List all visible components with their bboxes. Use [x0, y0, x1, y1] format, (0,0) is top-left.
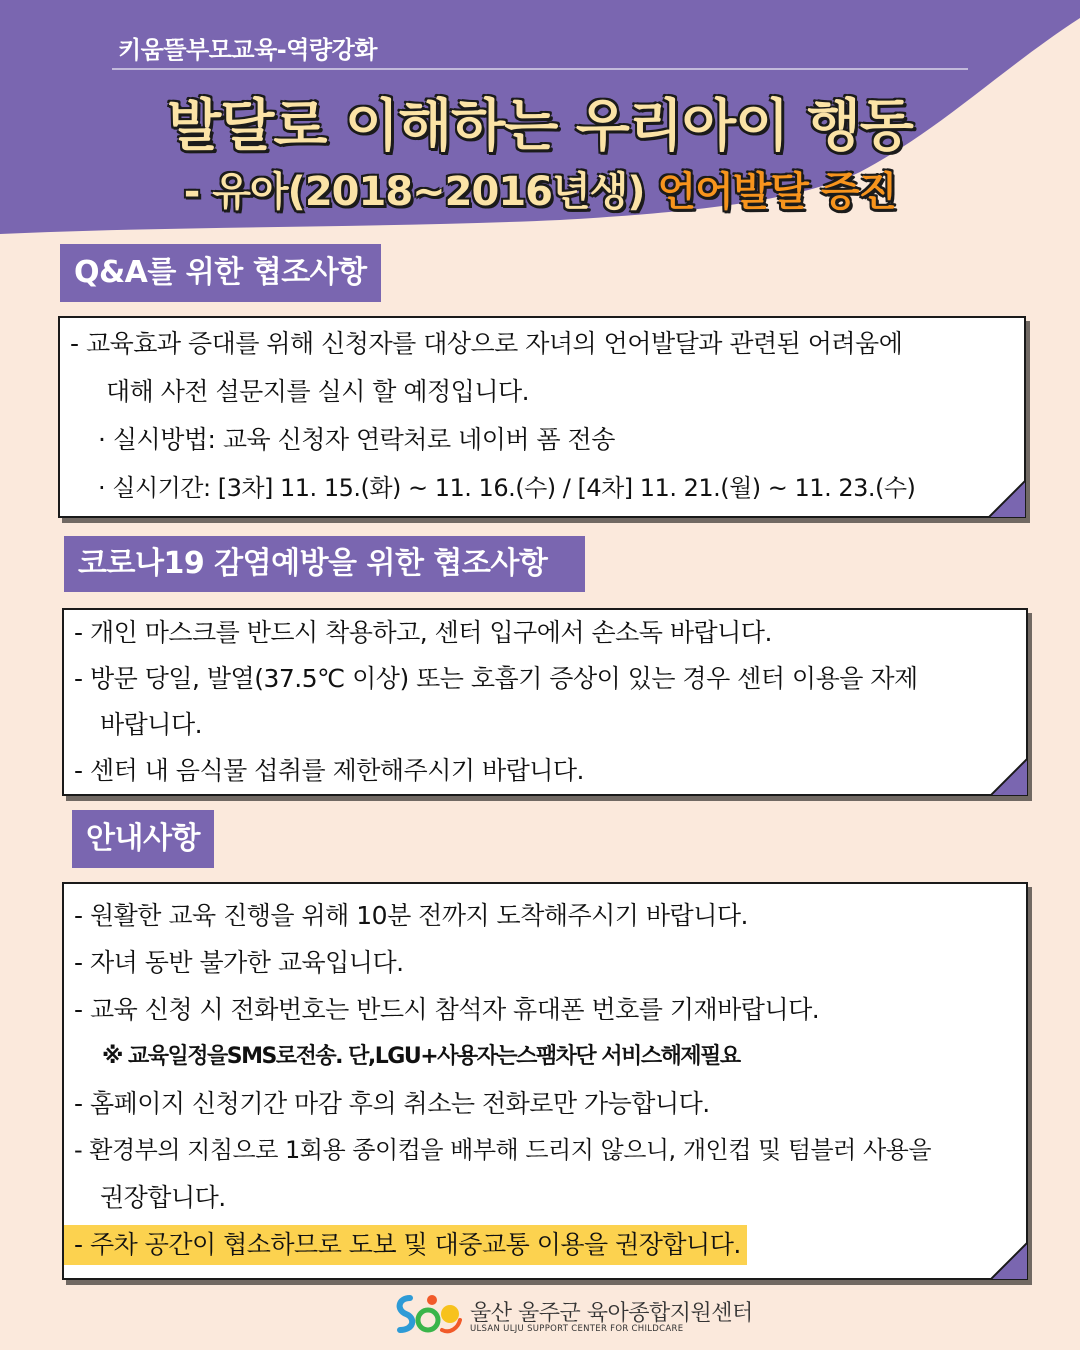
section-box-qa: [58, 316, 1026, 518]
notice-sms-note: ※ 교육일정을SMS로전송. 단,LGU+사용자는스팸차단 서비스해제필요: [102, 1044, 740, 1069]
highlighted-notice: - 주차 공간이 협소하므로 도보 및 대중교통 이용을 권장합니다.: [64, 1225, 747, 1265]
sub-title-target: - 유아(2018~2016년생): [183, 169, 645, 215]
notice-line: - 홈페이지 신청기간 마감 후의 취소는 전화로만 가능합니다.: [74, 1089, 710, 1118]
notice-line: - 교육 신청 시 전화번호는 반드시 참석자 휴대폰 번호를 기재바랍니다.: [74, 995, 820, 1024]
covid-line: - 방문 당일, 발열(37.5℃ 이상) 또는 호흡기 증상이 있는 경우 센터 이용을 자제: [74, 664, 918, 693]
sub-title-topic: 언어발달 증진: [657, 169, 897, 215]
qa-line: 대해 사전 설문지를 실시 할 예정입니다.: [106, 377, 530, 406]
covid-line: 바랍니다.: [100, 710, 203, 739]
qa-bullet-period: · 실시기간: [3차] 11. 15.(화) ~ 11. 16.(수) / [4차] 11. 21.(월) ~ 11. 23.(수): [98, 474, 916, 502]
main-title: 발달로 이해하는 우리아이 행동: [167, 94, 913, 159]
center-name-english: ULSAN ULJU SUPPORT CENTER FOR CHILDCARE: [470, 1324, 684, 1334]
center-logo-icon: [392, 1292, 464, 1338]
program-subtitle: 키움뜰부모교육-역량강화: [118, 36, 377, 64]
notice-line: 권장합니다.: [100, 1183, 226, 1212]
section-title-notice: 안내사항: [72, 810, 214, 868]
center-name: 울산 울주군 육아종합지원센터: [470, 1301, 753, 1326]
section-box-covid: [62, 608, 1028, 796]
section-box-notice: [62, 882, 1028, 1280]
section-title-qa: Q&A를 위한 협조사항: [60, 244, 381, 302]
page-curl-icon: [990, 758, 1028, 796]
qa-bullet-method: · 실시방법: 교육 신청자 연락처로 네이버 폼 전송: [98, 425, 615, 454]
covid-line: - 센터 내 음식물 섭취를 제한해주시기 바랍니다.: [74, 756, 585, 785]
notice-line: - 자녀 동반 불가한 교육입니다.: [74, 948, 404, 977]
page-curl-icon: [988, 480, 1026, 518]
subtitle-divider: [112, 68, 968, 70]
notice-line: - 환경부의 지침으로 1회용 종이컵을 배부해 드리지 않으니, 개인컵 및 텀블러 사용을: [74, 1136, 932, 1164]
page-curl-icon: [990, 1242, 1028, 1280]
sub-title: [0, 160, 1080, 217]
covid-line: - 개인 마스크를 반드시 착용하고, 센터 입구에서 손소독 바랍니다.: [74, 618, 772, 647]
notice-parking-line: [64, 1221, 1026, 1268]
qa-line: - 교육효과 증대를 위해 신청자를 대상으로 자녀의 언어발달과 관련된 어려움에: [70, 329, 903, 358]
section-title-covid: 코로나19 감염예방을 위한 협조사항: [64, 536, 585, 592]
notice-line: - 원활한 교육 진행을 위해 10분 전까지 도착해주시기 바랍니다.: [74, 901, 748, 930]
